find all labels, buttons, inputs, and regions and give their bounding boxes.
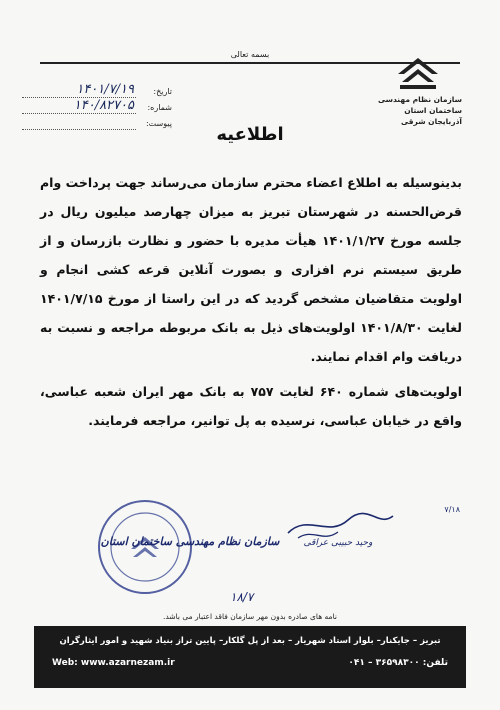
footer-bar — [34, 626, 466, 688]
attachment-label: پیوست: — [145, 119, 172, 128]
validity-notice: نامه های صادره بدون مهر سازمان فاقد اعتبار می باشد. — [163, 612, 337, 621]
org-name-line1: سازمان نظام مهندسی ساختمان استان — [378, 95, 462, 115]
date-label: تاریخ: — [153, 87, 172, 96]
number-value: ۱۴۰/۸۲۷۰۵ — [73, 98, 134, 113]
footer-contact-row — [44, 654, 456, 676]
footer-address: تبریز – جایکنار– بلوار استاد شهریار – بعد از پل گلکار– پایین تراز بنیاد شهید و امور ایثارگران — [59, 636, 441, 646]
org-name-line2: آذربایجان شرقی — [401, 117, 462, 126]
footer-website-link[interactable]: Web: www.azarnezam.ir — [52, 658, 175, 668]
number-label: شماره: — [147, 103, 172, 112]
number-field — [22, 100, 172, 116]
page-title: اطلاعیه — [216, 124, 284, 145]
body-paragraph-2: اولویت‌های شماره ۶۴۰ لغایت ۷۵۷ به بانک مهر ایران شعبه عباسی، واقع در خیابان عباسی، نرسیده به پل توانیر، مراجعه فرمایند. — [40, 384, 462, 428]
handwritten-signature-icon — [268, 508, 408, 563]
signature-side-number: ۷/۱۸ — [444, 505, 460, 514]
signer-name: وحید حبیبی عراقی — [303, 538, 373, 548]
letter-body — [40, 168, 462, 435]
date-value: ۱۴۰۱/۷/۱۹ — [76, 82, 134, 97]
org-name — [367, 94, 462, 127]
stamp-text: سازمان نظام مهندسی ساختمان استان — [100, 535, 280, 548]
org-logo-icon — [394, 52, 442, 92]
signature-date: ۱۸/۷ — [230, 590, 254, 604]
footer-phone: تلفن: ۳۶۵۹۸۳۰۰ – ۰۴۱ — [348, 658, 448, 668]
bismillah-header: بسمه تعالی — [230, 50, 270, 59]
body-paragraph-1: بدینوسیله به اطلاع اعضاء محترم سازمان می‌رساند جهت پرداخت وام قرض‌الحسنه در شهرستان تبریز به میزان چهارصد میلیون ریال در جلسه مورخ ۱۴۰۱/۱/۲۷ هیأت مدیره با حضور و نظارت بازرسان و از طریق سیستم نرم افزاری و بصورت آنلاین قرعه کشی انجام و اولویت متقاضیان مشخص گردید که در این راستا از مورخ ۱۴۰۱/۷/۱۵ لغایت ۱۴۰۱/۸/۳۰ اولویت‌های ذیل به بانک مربوطه مراجعه و نسبت به دریافت وام اقدام نمایند. — [40, 175, 462, 364]
